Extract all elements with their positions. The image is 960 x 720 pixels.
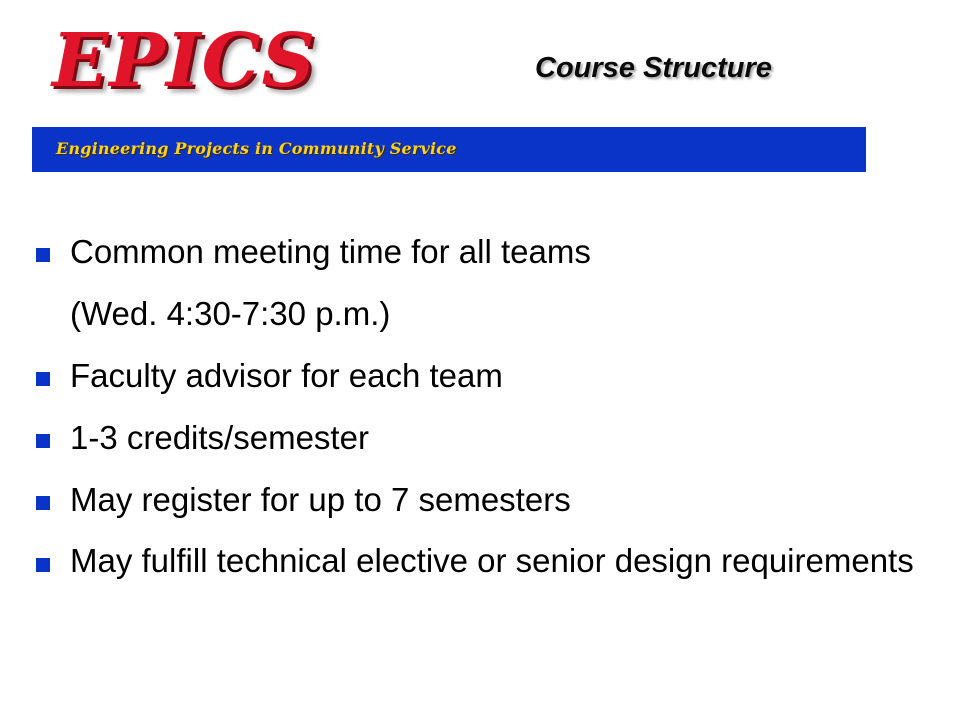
header-banner	[32, 127, 866, 172]
bullet-item	[34, 418, 934, 458]
bullet-square-icon	[36, 372, 50, 386]
bullet-text: 1-3 credits/semester	[70, 419, 369, 456]
bullet-square-icon	[36, 248, 50, 262]
bullet-text: May register for up to 7 semesters	[70, 481, 571, 518]
bullet-square-icon	[36, 496, 50, 510]
bullet-square-icon	[36, 434, 50, 448]
bullet-item	[34, 232, 934, 334]
bullet-text: May fulfill technical elective or senior design requirements	[70, 542, 914, 579]
bullet-square-icon	[36, 558, 50, 572]
bullet-text: Faculty advisor for each team	[70, 357, 503, 394]
bullet-item	[34, 356, 934, 396]
banner-text: Engineering Projects in Community Service	[56, 139, 457, 158]
bullet-list	[34, 232, 934, 601]
slide-title: Course Structure	[535, 52, 772, 84]
bullet-item	[34, 480, 934, 520]
bullet-item	[34, 542, 934, 579]
bullet-text: Common meeting time for all teams	[70, 233, 591, 270]
epics-logo: EPICS	[52, 18, 316, 104]
bullet-subtext: (Wed. 4:30-7:30 p.m.)	[70, 295, 391, 332]
